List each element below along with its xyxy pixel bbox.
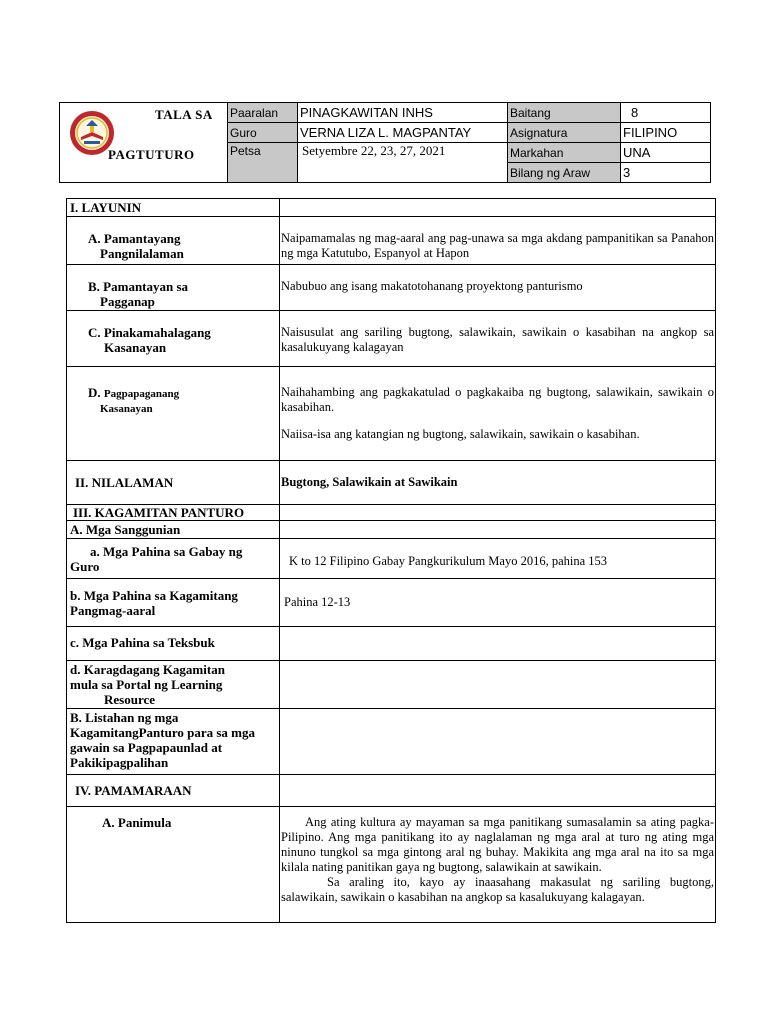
value-guro: VERNA LIZA L. MAGPANTAY (298, 123, 508, 143)
label-pagpapaganang-kasanayan: D. Pagpapaganang Kasanayan (67, 367, 280, 461)
section-layunin: I. LAYUNIN (67, 199, 280, 217)
text-pinakamahalagang-kasanayan: Naisusulat ang sariling bugtong, salawikain, sawikain o kasabihan na angkop sa kasalukuyang kalagayan (280, 311, 716, 367)
value-baitang: 8 (621, 103, 711, 123)
text-nilalaman: Bugtong, Salawikain at Sawikain (280, 461, 716, 505)
label-paaralan: Paaralan (228, 103, 298, 123)
title-line-1: TALA SA (155, 107, 213, 122)
text-panimula: Ang ating kultura ay mayaman sa mga panitikang sumasalamin sa ating pagka-Pilipino. Ang mga panitikang ito ay naglalaman ng mga aral at turo ng ating mga ninuno tungkol sa mga gintong aral ng buhay. Makikita ang mga aral na ito sa mga kilala nating panitikan gaya ng bugtong, salawikain at sawikain. Sa araling ito, kayo ay inaasahang makasulat ng sariling bugtong, salawikain, sawikain o kasabihan na angkop sa kasalukuyang kalagayan. (280, 807, 716, 923)
label-kagamitang-pangmag-aaral: b. Mga Pahina sa Kagamitang Pangmag-aaral (67, 579, 280, 627)
label-bilang-ng-araw: Bilang ng Araw (508, 163, 621, 183)
value-bilang-ng-araw: 3 (621, 163, 711, 183)
label-baitang: Baitang (508, 103, 621, 123)
label-pinakamahalagang-kasanayan: C. Pinakamahalagang Kasanayan (67, 311, 280, 367)
lesson-table (66, 198, 716, 923)
title-line-2: PAGTUTURO (108, 147, 195, 162)
header-table (59, 102, 711, 183)
label-markahan: Markahan (508, 143, 621, 163)
text-gabay-ng-guro: K to 12 Filipino Gabay Pangkurikulum Mayo 2016, pahina 153 (280, 539, 716, 579)
label-gabay-ng-guro: a. Mga Pahina sa Gabay ng Guro (67, 539, 280, 579)
empty-cell (280, 199, 716, 217)
label-asignatura: Asignatura (508, 123, 621, 143)
label-guro: Guro (228, 123, 298, 143)
value-paaralan: PINAGKAWITAN INHS (298, 103, 508, 123)
empty-cell (280, 709, 716, 775)
empty-cell (280, 661, 716, 709)
empty-cell (280, 775, 716, 807)
text-pamantayang-pangnilalaman: Naipamamalas ng mag-aaral ang pag-unawa sa mga akdang pampanitikan sa Panahon ng mga Katutubo, Espanyol at Hapon (280, 217, 716, 265)
value-petsa: Setyembre 22, 23, 27, 2021 (298, 143, 508, 183)
empty-cell (280, 521, 716, 539)
label-mga-sanggunian: A. Mga Sanggunian (67, 521, 280, 539)
value-asignatura: FILIPINO (621, 123, 711, 143)
text-kagamitang-pangmag-aaral: Pahina 12-13 (280, 579, 716, 627)
header-title-cell (60, 103, 228, 183)
label-panimula: A. Panimula (67, 807, 280, 923)
label-listahan-ng-kagamitang-panturo: B. Listahan ng mga KagamitangPanturo para sa mga gawain sa Pagpapaunlad at Pakikipagpalihan (67, 709, 280, 775)
label-teksbuk: c. Mga Pahina sa Teksbuk (67, 627, 280, 661)
label-pamantayan-sa-pagganap: B. Pamantayan sa Pagganap (67, 265, 280, 311)
section-nilalaman: II. NILALAMAN (67, 461, 280, 505)
value-markahan: UNA (621, 143, 711, 163)
label-karagdagang-kagamitan: d. Karagdagang Kagamitan mula sa Portal ng Learning Resource (67, 661, 280, 709)
section-pamamaraan: IV. PAMAMARAAN (67, 775, 280, 807)
empty-cell (280, 627, 716, 661)
text-pagpapaganang-kasanayan: Naihahambing ang pagkakatulad o pagkakaiba ng bugtong, salawikain, sawikain o kasabihan. Naiisa-isa ang katangian ng bugtong, salawikain, sawikain o kasabihan. (280, 367, 716, 461)
label-pamantayang-pangnilalaman: A. Pamantayang Pangnilalaman (67, 217, 280, 265)
empty-cell (280, 505, 716, 521)
text-pamantayan-sa-pagganap: Nabubuo ang isang makatotohanang proyektong panturismo (280, 265, 716, 311)
label-petsa: Petsa (228, 143, 298, 183)
section-kagamitan-panturo: III. KAGAMITAN PANTURO (67, 505, 280, 521)
